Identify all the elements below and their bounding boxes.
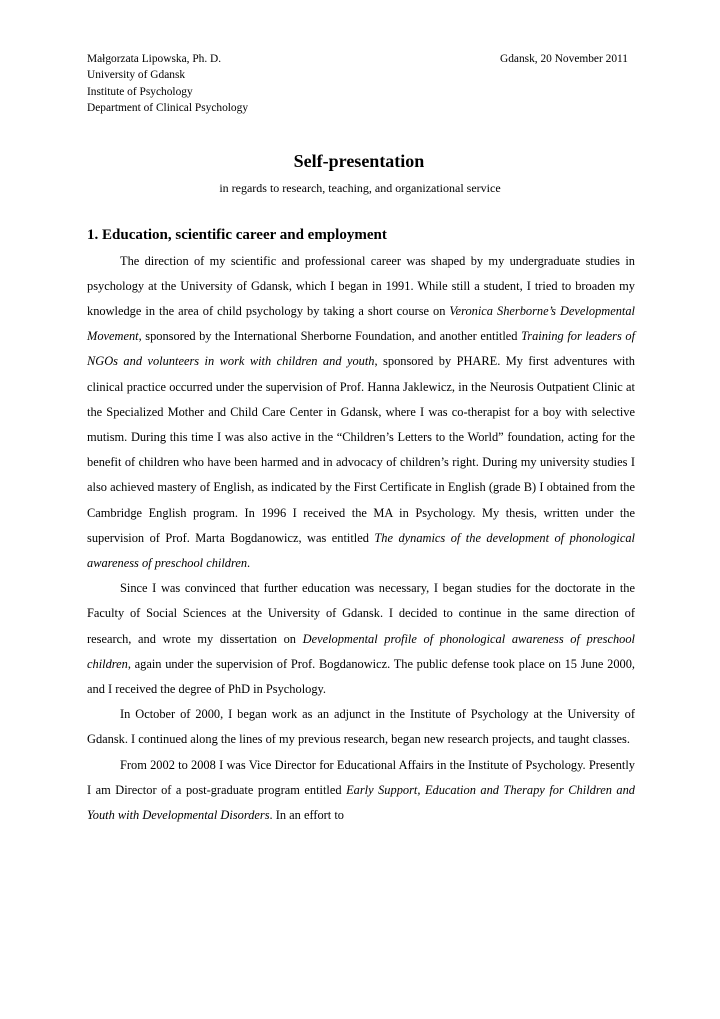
- paragraph-text: , sponsored by the International Sherborne Foundation, and another entitled: [138, 329, 522, 344]
- institute-name: Institute of Psychology: [87, 85, 193, 98]
- author-name: Małgorzata Lipowska, Ph. D.: [87, 53, 222, 65]
- paragraph-3: In October of 2000, I began work as an adjunct in the Institute of Psychology at the University of Gdansk. I continued along the lines of my previous research, began new research projects, and taught classes.: [87, 707, 635, 747]
- university-name: University of Gdansk: [87, 69, 186, 82]
- section-heading: 1. Education, scientific career and employment: [87, 226, 387, 243]
- paragraph-text: , sponsored by PHARE. My first adventures with clinical practice occurred under the supervision of Prof. Hanna Jaklewicz, in the Neurosis Outpatient Clinic at the Specialized Mother and Child Care Center in Gdansk, where I was co-therapist for a boy with selective mutism. During this time I was also active in the “Children’s Letters to the World” foundation, acting for the benefit of children who have been harmed and in advocacy of children’s right. During my university studies I also achieved mastery of English, as indicated by the First Certificate in English (grade B) I obtained from the Cambridge English program. In 1996 I received the MA in Psychology. My thesis, written under the supervision of Prof. Marta Bogdanowicz, was entitled: [87, 354, 635, 545]
- department-name: Department of Clinical Psychology: [87, 102, 249, 115]
- training-title-italic: Training for leaders of NGOs and volunteers in work with children and youth: [87, 329, 636, 369]
- paragraph-text: The direction of my scientific and professional career was shaped by my undergraduate studies in psychology at the University of Gdansk, which I began in 1991. While still a student, I tried to broaden my knowledge in the area of child psychology by taking a short course on: [87, 253, 635, 319]
- document-title: Self-presentation: [293, 150, 425, 171]
- document-date: Gdansk, 20 November 2011: [499, 53, 628, 65]
- paragraph-4: [87, 753, 635, 829]
- program-title-italic: Early Support, Education and Therapy for Children and Youth with Developmental Disorders: [87, 782, 635, 823]
- paragraph-text: From 2002 to 2008 I was Vice Director for Educational Affairs in the Institute of Psychology. Presently I am Director of a post-graduate program entitled: [87, 757, 635, 797]
- section-body: [87, 249, 635, 829]
- letterhead: [87, 51, 635, 117]
- thesis-title-italic: The dynamics of the development of phonological awareness of preschool children: [87, 530, 635, 571]
- paragraph-text: .: [247, 556, 251, 571]
- paragraph-2: [87, 576, 635, 702]
- dissertation-title-italic: Developmental profile of phonological awareness of preschool children: [87, 631, 635, 671]
- paragraph-text: , again under the supervision of Prof. Bogdanowicz. The public defense took place on 15 June 2000, and I received the degree of PhD in Psychology.: [87, 656, 635, 697]
- document-subtitle: in regards to research, teaching, and organizational service: [219, 180, 501, 195]
- paragraph-text: . In an effort to: [269, 808, 344, 823]
- document-page: [87, 51, 635, 828]
- paragraph-1: [87, 249, 635, 577]
- paragraph-text: Since I was convinced that further education was necessary, I began studies for the doctorate in the Faculty of Social Sciences at the University of Gdansk. I decided to continue in the same direction of research, and wrote my dissertation on: [87, 581, 635, 646]
- course-title-italic: Veronica Sherborne’s Developmental Movement: [87, 304, 635, 344]
